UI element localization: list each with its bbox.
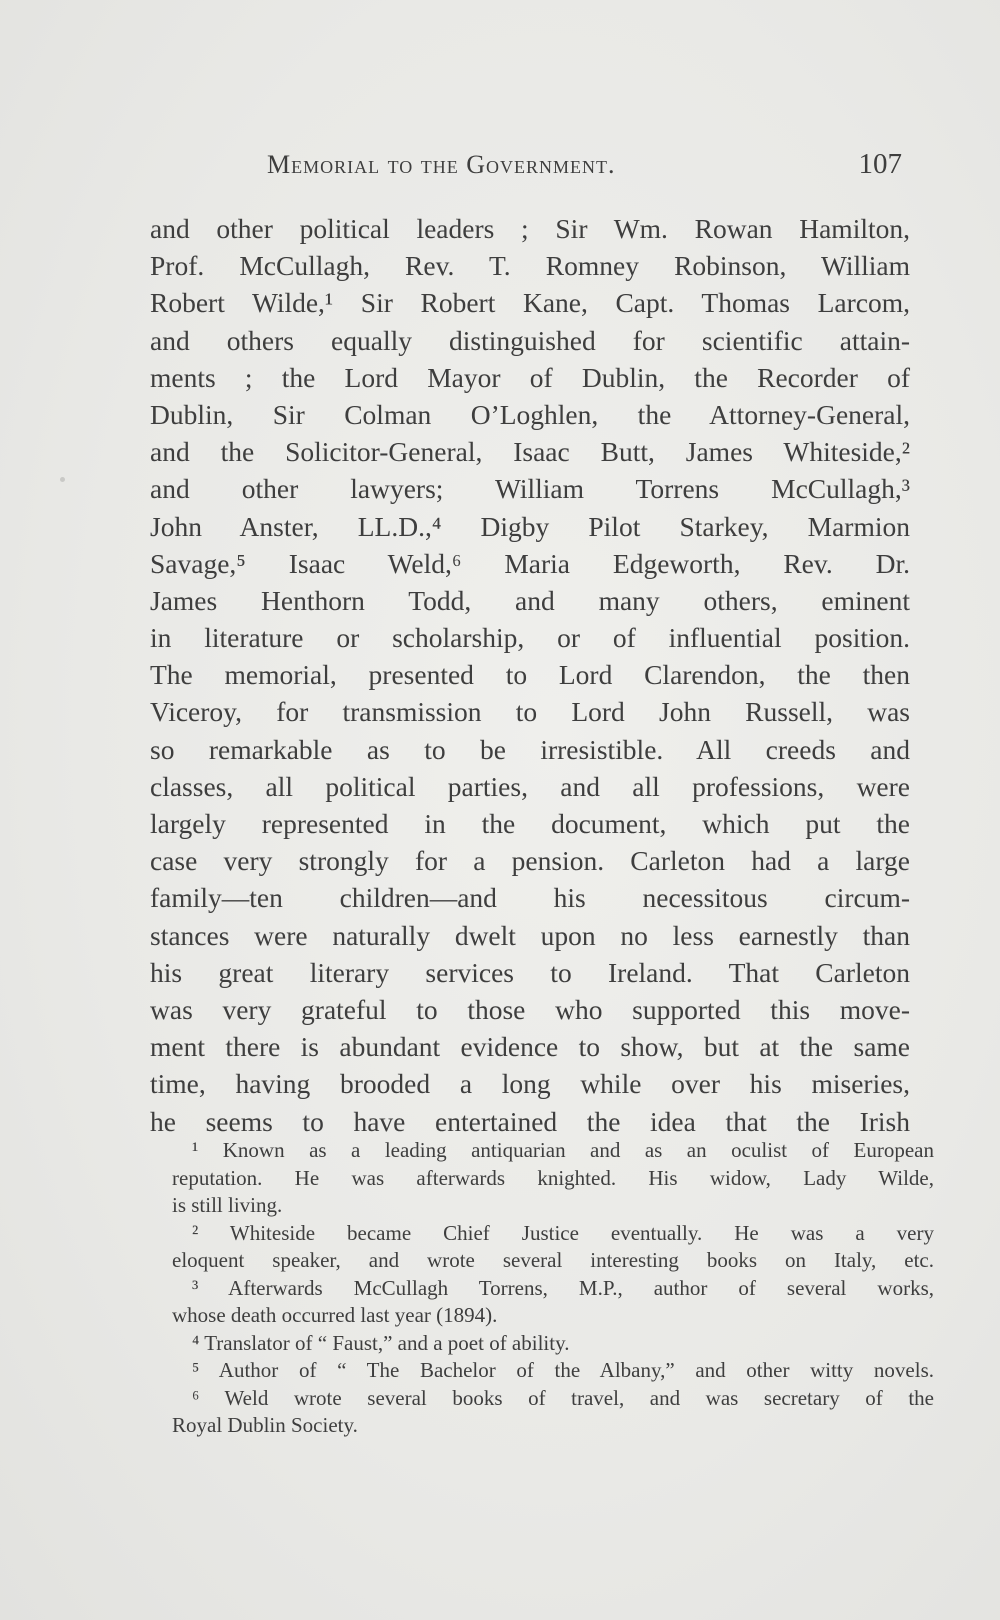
footnote-line: is still living. — [172, 1193, 283, 1217]
text-line: stances were naturally dwelt upon no less earnestly than — [150, 919, 910, 951]
text-line: Savage,⁵ Isaac Weld,⁶ Maria Edgeworth, Rev. Dr. — [150, 547, 910, 579]
text-line: ment there is abundant evidence to show, but at the same — [150, 1031, 910, 1063]
text-line: James Henthorn Todd, and many others, eminent — [150, 584, 910, 616]
paper-speck — [60, 477, 65, 482]
text-line: classes, all political parties, and all professions, were — [150, 770, 910, 802]
text-line: was very grateful to those who supported this move- — [150, 993, 910, 1025]
text-line: his great literary services to Ireland. That Carleton — [150, 956, 910, 988]
page-number: 107 — [858, 148, 902, 180]
text-line: Viceroy, for transmission to Lord John Russell, was — [150, 696, 910, 728]
footnote-line: eloquent speaker, and wrote several interesting books on Italy, etc. — [172, 1248, 934, 1272]
footnote-line: ⁵ Author of “ The Bachelor of the Albany,” and other witty novels. — [192, 1358, 934, 1382]
footnote-line: whose death occurred last year (1894). — [172, 1303, 498, 1327]
page-header — [150, 146, 910, 186]
text-line: Robert Wilde,¹ Sir Robert Kane, Capt. Thomas Larcom, — [150, 287, 910, 319]
text-line: ments ; the Lord Mayor of Dublin, the Recorder of — [150, 361, 910, 393]
main-text — [150, 210, 910, 1140]
text-line: and other political leaders ; Sir Wm. Rowan Hamilton, — [150, 213, 910, 244]
text-line: and other lawyers; William Torrens McCullagh,³ — [150, 473, 910, 505]
footnote-line: Royal Dublin Society. — [172, 1413, 358, 1437]
footnote-line: ⁴ Translator of “ Faust,” and a poet of ability. — [192, 1330, 570, 1355]
footnote-line: ³ Afterwards McCullagh Torrens, M.P., author of several works, — [192, 1275, 934, 1300]
text-line: he seems to have entertained the idea that the Irish — [150, 1105, 910, 1137]
footnotes — [172, 1137, 934, 1440]
running-head: Memorial to the Government. — [267, 150, 616, 179]
text-line: and the Solicitor-General, Isaac Butt, James Whiteside,² — [150, 436, 910, 468]
text-line: and others equally distinguished for scientific attain- — [150, 324, 910, 356]
text-line: so remarkable as to be irresistible. All creeds and — [150, 733, 910, 765]
text-line: in literature or scholarship, or of influential position. — [150, 622, 910, 654]
footnote-line: ¹ Known as a leading antiquarian and as an oculist of European — [192, 1138, 934, 1162]
text-line: family—ten children—and his necessitous circum- — [150, 882, 910, 914]
text-line: time, having brooded a long while over his miseries, — [150, 1068, 910, 1100]
text-line: Dublin, Sir Colman O’Loghlen, the Attorney-General, — [150, 398, 910, 430]
text-line: Prof. McCullagh, Rev. T. Romney Robinson, William — [150, 250, 910, 282]
text-line: largely represented in the document, which put the — [150, 808, 910, 839]
footnote-line: reputation. He was afterwards knighted. His widow, Lady Wilde, — [172, 1165, 934, 1190]
text-line: case very strongly for a pension. Carleton had a large — [150, 845, 910, 877]
footnote-line: ⁶ Weld wrote several books of travel, and was secretary of the — [192, 1385, 934, 1410]
text-line: John Anster, LL.D.,⁴ Digby Pilot Starkey, Marmion — [150, 510, 910, 542]
text-line: The memorial, presented to Lord Clarendon, the then — [150, 659, 910, 691]
footnote-line: ² Whiteside became Chief Justice eventually. He was a very — [192, 1220, 934, 1245]
